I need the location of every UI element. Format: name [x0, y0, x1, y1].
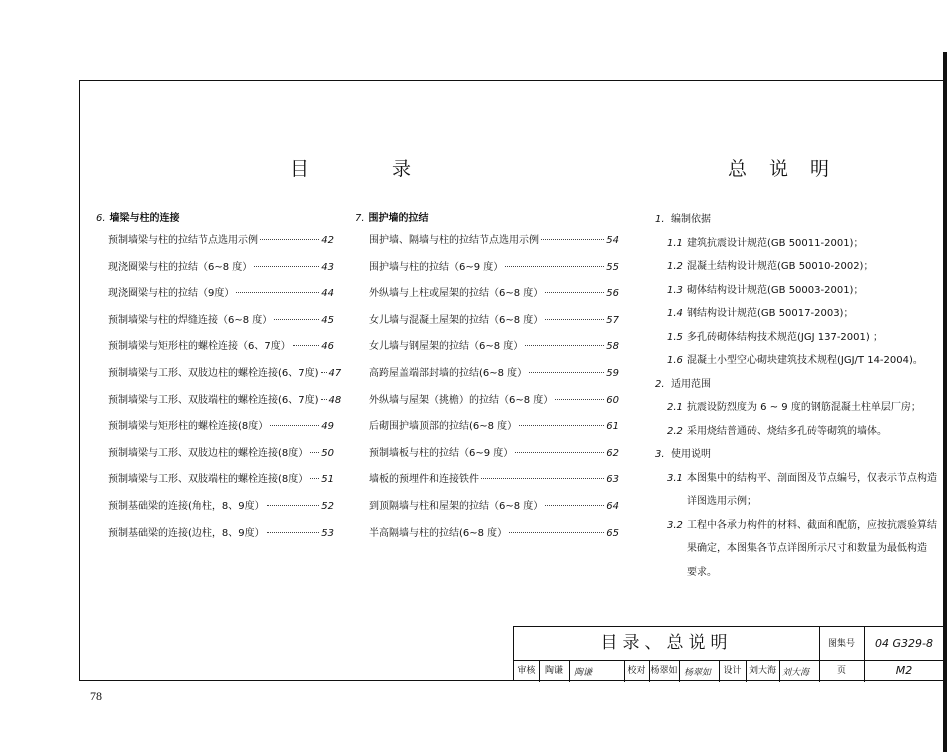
- review-signature: 陶谦: [574, 668, 593, 678]
- dot-leader: [555, 399, 604, 400]
- toc-entry: [355, 361, 619, 388]
- note-number: 1.5: [667, 331, 683, 343]
- toc-entry-label: 高跨屋盖端部封墙的拉结(6~8 度）: [369, 367, 528, 379]
- dot-leader: [321, 372, 327, 373]
- toc-entry-page: 63: [606, 474, 619, 486]
- toc-section-7: [355, 210, 619, 547]
- toc-section-title: [355, 210, 619, 228]
- toc-entry: [355, 467, 619, 494]
- heading-lu: 录: [392, 158, 412, 180]
- check-label: 校对: [627, 666, 646, 676]
- toc-entry-label: 预制墙梁与矩形柱的螺栓连接(8度）: [108, 421, 269, 433]
- general-note-line: [655, 420, 940, 444]
- general-note-line: [655, 326, 940, 350]
- toc-entry-label: 半高隔墙与柱的拉结(6~8 度）: [369, 527, 508, 539]
- section-title: 墙梁与柱的连接: [109, 213, 180, 224]
- general-note-line: [655, 537, 940, 561]
- toc-entry: [96, 255, 334, 282]
- toc-entry-page: 53: [321, 527, 334, 539]
- note-text: 钢结构设计规范(GB 50017-2003)；: [687, 308, 854, 319]
- page-value: M2: [895, 664, 913, 677]
- general-note-line: [655, 349, 940, 373]
- toc-entry-label: 女儿墙与混凝土屋架的拉结（6~8 度）: [369, 314, 544, 326]
- dot-leader: [321, 399, 327, 400]
- toc-entry: [355, 414, 619, 441]
- dot-leader: [293, 345, 320, 346]
- toc-entry: [355, 255, 619, 282]
- general-note-line: [655, 490, 940, 514]
- general-note-line: [655, 208, 940, 232]
- general-note-line: [655, 279, 940, 303]
- toc-list: [96, 228, 342, 547]
- design-name: 刘大海: [748, 666, 776, 676]
- note-number: 2.: [655, 378, 665, 390]
- atlas-no-label: 图集号: [827, 639, 855, 649]
- note-text: 建筑抗震设计规范(GB 50011-2001)；: [687, 237, 864, 249]
- toc-entry-page: 50: [321, 447, 334, 459]
- note-text: 砌体结构设计规范(GB 50003-2001)；: [687, 284, 864, 296]
- toc-entry: [355, 441, 619, 468]
- toc-entry: [96, 388, 342, 415]
- dot-leader: [267, 532, 320, 533]
- dot-leader: [529, 372, 604, 373]
- dot-leader: [274, 319, 319, 320]
- note-text: 抗震设防烈度为 6 ~ 9 度的钢筋混凝土柱单层厂房；: [687, 402, 921, 413]
- toc-entry-page: 51: [321, 474, 334, 486]
- toc-entry: [96, 441, 334, 468]
- dot-leader: [236, 292, 319, 293]
- toc-section-6: [96, 210, 342, 547]
- toc-entry-label: 预制墙梁与工形、双肢边柱的螺栓连接(8度）: [108, 447, 309, 459]
- toc-entry-page: 61: [606, 421, 619, 433]
- toc-entry-page: 55: [606, 261, 619, 273]
- dot-leader: [505, 266, 604, 267]
- note-number: 1.1: [667, 237, 683, 249]
- note-text: 适用范围: [671, 378, 711, 390]
- toc-entry-page: 56: [606, 288, 619, 300]
- dot-leader: [541, 239, 604, 240]
- dot-leader: [509, 532, 604, 533]
- toc-entry-label: 预制墙梁与柱的拉结节点选用示例: [108, 235, 258, 246]
- general-note-line: [655, 232, 940, 256]
- title-block: [513, 626, 945, 681]
- note-text: 采用烧结普通砖、烧结多孔砖等砌筑的墙体。: [687, 425, 887, 437]
- toc-entry-label: 到顶隔墙与柱和屋架的拉结（6~8 度）: [369, 500, 544, 512]
- general-note-line: [655, 514, 940, 538]
- toc-entry-page: 43: [321, 261, 334, 273]
- dot-leader: [260, 239, 319, 240]
- note-number: 3.: [655, 449, 665, 460]
- general-note-line: [655, 396, 940, 420]
- general-note-line: [655, 467, 940, 491]
- note-text: 混凝土结构设计规范(GB 50010-2002)；: [687, 261, 874, 272]
- dot-leader: [310, 452, 319, 453]
- toc-entry: [355, 228, 619, 255]
- toc-entry-label: 围护墙与柱的拉结（6~9 度）: [369, 261, 504, 273]
- toc-entry-page: 45: [321, 314, 334, 326]
- dot-leader: [515, 452, 604, 453]
- general-note-line: [655, 443, 940, 467]
- toc-entry-label: 预制基础梁的连接(边柱，8、9度）: [108, 527, 265, 539]
- general-note-line: [655, 373, 940, 397]
- dot-leader: [481, 478, 604, 479]
- dot-leader: [270, 425, 319, 426]
- design-label: 设计: [723, 666, 742, 676]
- toc-entry: [355, 388, 619, 415]
- toc-entry-page: 52: [321, 500, 334, 512]
- atlas-number: 04 G329-8: [875, 637, 933, 650]
- note-number: 2.2: [667, 425, 683, 437]
- toc-entry: [355, 281, 619, 308]
- toc-entry: [96, 361, 342, 388]
- toc-section-title: [96, 210, 334, 228]
- toc-entry-page: 58: [606, 341, 619, 353]
- note-number: 1.3: [667, 284, 683, 296]
- toc-entry-page: 44: [321, 288, 334, 300]
- note-number: 1.2: [667, 261, 683, 272]
- toc-entry-label: 预制墙梁与工形、双肢端柱的螺栓连接(6、7度): [108, 394, 319, 406]
- check-signature: 杨翠如: [684, 668, 712, 678]
- dot-leader: [545, 319, 604, 320]
- check-name: 杨翠如: [650, 666, 678, 676]
- title-block-title: 目录、总说明: [600, 633, 733, 653]
- toc-list: [355, 228, 619, 547]
- dot-leader: [310, 478, 319, 479]
- toc-entry-label: 预制墙梁与柱的焊缝连接（6~8 度）: [108, 314, 273, 326]
- toc-entry-label: 围护墙、隔墙与柱的拉结节点选用示例: [369, 235, 539, 246]
- toc-entry-label: 外纵墙与屋架（挑檐）的拉结（6~8 度）: [369, 394, 554, 406]
- toc-entry-page: 64: [606, 500, 619, 512]
- note-text: 本图集中的结构平、剖面图及节点编号，仅表示节点构造: [687, 472, 937, 484]
- note-number: 1.4: [667, 308, 683, 319]
- toc-entry-page: 49: [321, 421, 334, 433]
- note-text: 使用说明: [671, 449, 711, 460]
- toc-entry: [96, 467, 334, 494]
- note-number: 1.: [655, 214, 665, 225]
- toc-entry: [96, 494, 334, 521]
- toc-entry-label: 现浇圈梁与柱的拉结（6~8 度）: [108, 261, 253, 273]
- note-text: 编制依据: [671, 214, 711, 225]
- section-number: 6.: [96, 213, 106, 224]
- toc-entry-page: 65: [606, 527, 619, 539]
- general-note-line: [655, 302, 940, 326]
- toc-entry-page: 60: [606, 394, 619, 406]
- toc-entry-label: 女儿墙与钢屋架的拉结（6~8 度）: [369, 341, 524, 353]
- toc-entry-label: 外纵墙与上柱或屋架的拉结（6~8 度）: [369, 288, 544, 300]
- toc-entry: [96, 334, 334, 361]
- toc-entry-label: 预制墙梁与工形、双肢边柱的螺栓连接(6、7度): [108, 367, 319, 379]
- toc-entry: [96, 281, 334, 308]
- toc-entry-label: 预制基础梁的连接(角柱，8、9度）: [108, 500, 265, 512]
- note-text: 多孔砖砌体结构技术规范(JGJ 137-2001) ；: [687, 331, 883, 343]
- dot-leader: [267, 505, 320, 506]
- general-note-line: [655, 561, 940, 585]
- heading-general-notes: 总说明: [728, 158, 852, 180]
- toc-entry: [355, 494, 619, 521]
- dot-leader: [545, 292, 604, 293]
- toc-entry-label: 墙板的预埋件和连接铁件: [369, 474, 479, 486]
- toc-entry: [96, 228, 334, 255]
- toc-entry-page: 48: [328, 394, 342, 406]
- note-text: 要求。: [687, 566, 717, 578]
- note-number: 3.2: [667, 519, 683, 531]
- note-number: 2.1: [667, 402, 683, 413]
- dot-leader: [545, 505, 604, 506]
- sheet-page-number: 78: [90, 689, 102, 703]
- toc-entry: [355, 334, 619, 361]
- dot-leader: [519, 425, 604, 426]
- review-name: 陶谦: [544, 666, 563, 676]
- note-number: 3.1: [667, 472, 683, 484]
- section-title: 围护墙的拉结: [368, 213, 429, 224]
- toc-entry-label: 预制墙板与柱的拉结（6~9 度）: [369, 447, 514, 459]
- dot-leader: [525, 345, 604, 346]
- section-number: 7.: [355, 213, 365, 224]
- toc-entry: [96, 414, 334, 441]
- toc-entry-label: 预制墙梁与矩形柱的螺栓连接（6、7度）: [108, 341, 291, 353]
- toc-entry: [96, 521, 334, 548]
- toc-entry-label: 后砌围护墙顶部的拉结(6~8 度）: [369, 421, 518, 433]
- toc-entry-page: 59: [606, 367, 619, 379]
- review-label: 审核: [517, 666, 536, 676]
- toc-entry-label: 预制墙梁与工形、双肢端柱的螺栓连接(8度）: [108, 474, 309, 486]
- general-note-line: [655, 255, 940, 279]
- toc-entry-page: 42: [321, 235, 334, 246]
- heading-mu: 目: [290, 158, 310, 180]
- toc-entry: [355, 308, 619, 335]
- note-text: 详图选用示例；: [687, 496, 757, 507]
- toc-entry-page: 57: [606, 314, 619, 326]
- note-text: 果确定，本图集各节点详图所示尺寸和数量为最低构造: [687, 543, 927, 554]
- toc-entry-page: 54: [606, 235, 619, 246]
- note-text: 混凝土小型空心砌块建筑技术规程(JGJ/T 14-2004)。: [687, 355, 923, 366]
- toc-entry: [96, 308, 334, 335]
- note-number: 1.6: [667, 355, 683, 366]
- toc-entry-page: 62: [606, 447, 619, 459]
- general-notes: [655, 208, 940, 584]
- toc-entry: [355, 521, 619, 548]
- toc-entry-page: 47: [328, 367, 342, 379]
- design-signature: 刘大海: [782, 668, 810, 678]
- dot-leader: [254, 266, 319, 267]
- note-text: 工程中各承力构件的材料、截面和配筋，应按抗震验算结: [687, 519, 937, 531]
- toc-entry-page: 46: [321, 341, 334, 353]
- toc-entry-label: 现浇圈梁与柱的拉结（9度）: [108, 288, 235, 300]
- page-label: 页: [836, 666, 846, 676]
